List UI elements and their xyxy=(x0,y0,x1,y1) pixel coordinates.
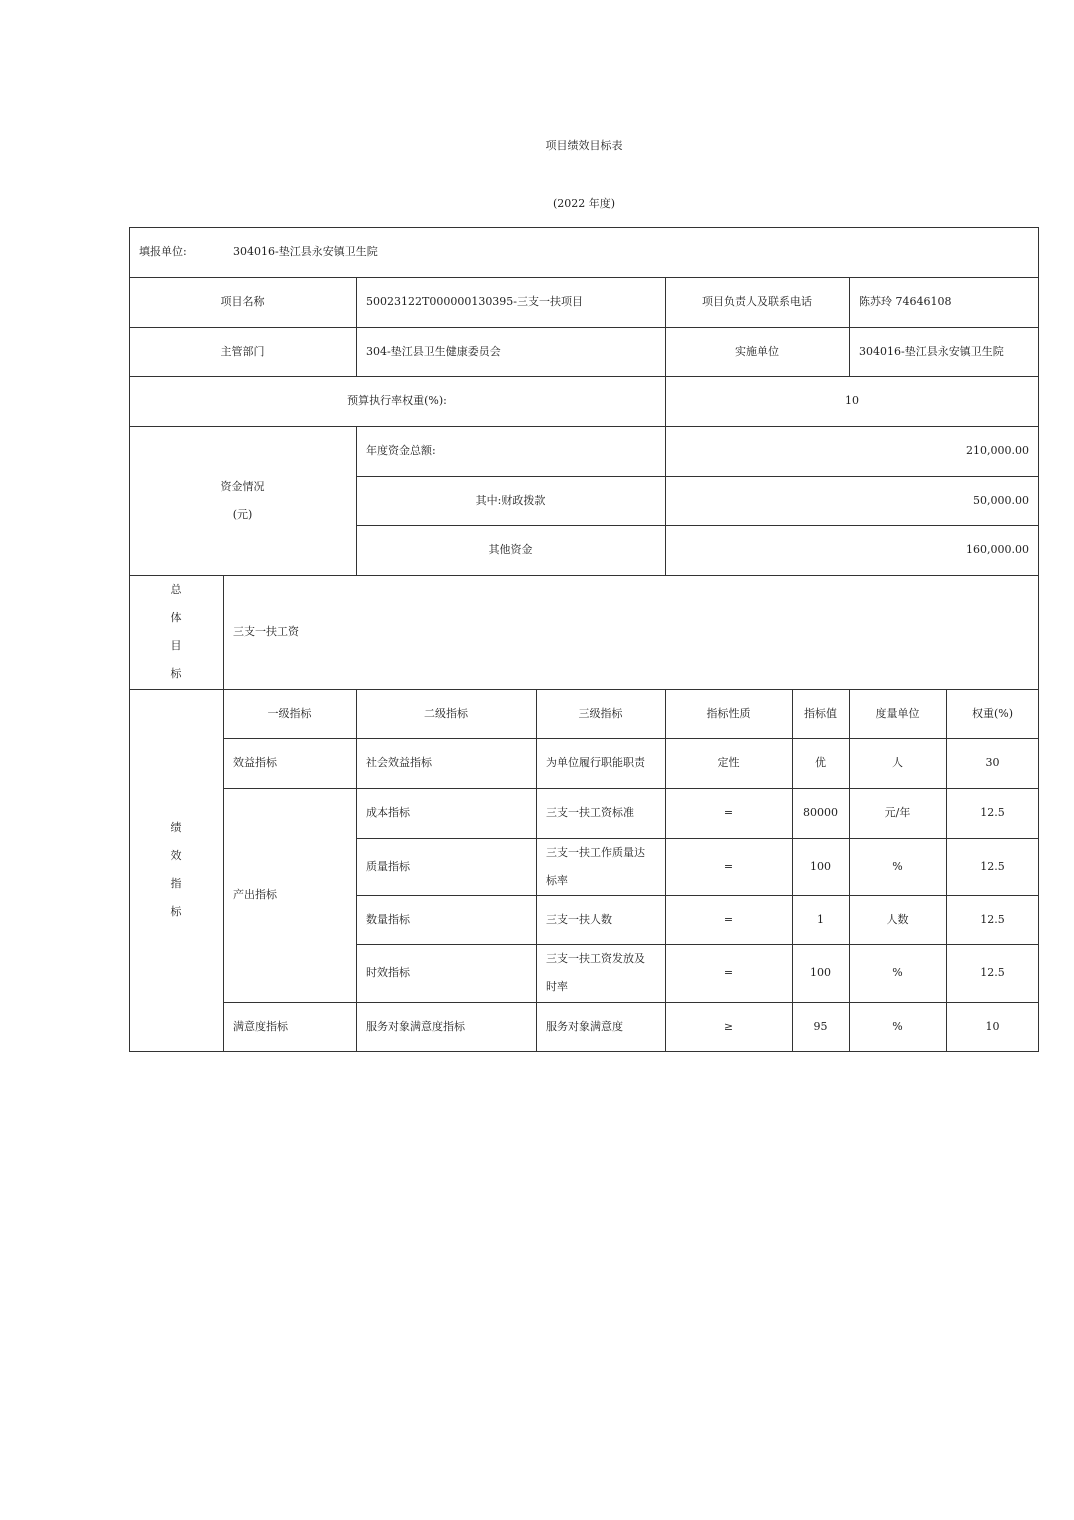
output-value: 100 xyxy=(810,966,831,979)
overall-goal-value: 三支一扶工资 xyxy=(233,625,299,638)
header-level3: 三级指标 xyxy=(578,706,623,720)
output-nature: = xyxy=(723,912,734,926)
performance-label-char: 标 xyxy=(170,905,182,918)
fill-unit-label: 填报单位: xyxy=(139,245,187,258)
output-level3: 三支一扶工作质量达标率 xyxy=(546,845,645,887)
department-value: 304-垫江县卫生健康委员会 xyxy=(366,344,501,358)
output-weight: 12.5 xyxy=(980,912,1005,926)
funds-label: 资金情况 xyxy=(220,479,265,493)
output-weight: 12.5 xyxy=(980,859,1005,873)
output-unit: % xyxy=(892,859,903,873)
funds-fiscal-value: 50,000.00 xyxy=(973,493,1029,507)
output-level3: 三支一扶工资发放及时率 xyxy=(546,952,645,993)
funds-unit: (元) xyxy=(232,507,253,521)
overall-goal-char: 标 xyxy=(170,667,182,680)
table-border-bottom xyxy=(129,1051,1039,1052)
benefit-nature: 定性 xyxy=(717,756,740,769)
project-name-label: 项目名称 xyxy=(220,295,265,308)
satisfaction-nature: ≥ xyxy=(723,1019,734,1033)
header-unit: 度量单位 xyxy=(875,706,920,720)
output-value: 100 xyxy=(810,859,831,873)
performance-goal-table xyxy=(129,227,1039,1052)
output-level2: 数量指标 xyxy=(366,912,410,926)
satisfaction-level1: 满意度指标 xyxy=(233,1019,288,1033)
funds-total-value: 210,000.00 xyxy=(966,444,1029,457)
header-value: 指标值 xyxy=(804,706,837,720)
project-name-value: 50023122T000000130395-三支一扶项目 xyxy=(366,295,584,308)
funds-other-value: 160,000.00 xyxy=(966,543,1029,556)
output-nature: = xyxy=(723,806,734,819)
satisfaction-level2: 服务对象满意度指标 xyxy=(366,1019,465,1033)
performance-label-char: 绩 xyxy=(170,821,182,834)
header-level1: 一级指标 xyxy=(267,706,312,720)
budget-weight-value: 10 xyxy=(845,394,859,407)
overall-goal-char: 总 xyxy=(170,583,182,596)
performance-label-char: 效 xyxy=(170,849,182,862)
benefit-level1: 效益指标 xyxy=(233,756,277,769)
header-weight: 权重(%) xyxy=(971,706,1014,720)
output-weight: 12.5 xyxy=(980,966,1005,979)
overall-goal-char: 体 xyxy=(170,611,182,624)
output-weight: 12.5 xyxy=(980,806,1005,819)
funds-fiscal-label: 其中:财政拨款 xyxy=(475,493,546,507)
implementing-unit-value: 304016-垫江县永安镇卫生院 xyxy=(859,344,1004,358)
performance-label-char: 指 xyxy=(170,877,182,890)
benefit-weight: 30 xyxy=(985,756,1000,769)
budget-weight-label: 预算执行率权重(%): xyxy=(347,394,447,407)
overall-goal-char: 目 xyxy=(170,639,182,652)
overall-goal-label xyxy=(129,575,223,689)
output-level2: 成本指标 xyxy=(366,806,410,819)
implementing-unit-label: 实施单位 xyxy=(735,344,779,358)
output-nature: = xyxy=(723,966,734,979)
output-level2: 时效指标 xyxy=(366,966,410,979)
output-value: 1 xyxy=(817,912,824,926)
output-level1: 产出指标 xyxy=(233,888,277,901)
output-value: 80000 xyxy=(803,806,838,819)
output-unit: 元/年 xyxy=(884,806,911,819)
project-contact-label: 项目负责人及联系电话 xyxy=(702,295,812,308)
output-level3: 三支一扶工资标准 xyxy=(546,806,634,819)
output-level3: 三支一扶人数 xyxy=(546,912,612,926)
output-unit: 人数 xyxy=(886,912,909,926)
funds-label-group xyxy=(129,426,356,575)
header-level2: 二级指标 xyxy=(424,706,468,720)
benefit-level3: 为单位履行职能职责 xyxy=(546,756,645,769)
satisfaction-level3: 服务对象满意度 xyxy=(546,1019,623,1033)
funds-total-label: 年度资金总额: xyxy=(366,444,436,457)
output-nature: = xyxy=(723,859,734,873)
page-title: 项目绩效目标表 xyxy=(545,139,623,152)
department-label: 主管部门 xyxy=(220,344,265,358)
fill-unit-value: 304016-垫江县永安镇卫生院 xyxy=(233,245,378,258)
performance-label xyxy=(129,689,223,1051)
report-year: (2022 年度) xyxy=(552,197,616,210)
benefit-unit: 人 xyxy=(892,756,903,769)
benefit-level2: 社会效益指标 xyxy=(366,756,432,769)
satisfaction-weight: 10 xyxy=(985,1019,1000,1033)
header-nature: 指标性质 xyxy=(706,706,751,720)
benefit-value: 优 xyxy=(815,756,826,769)
project-contact-value: 陈苏玲 74646108 xyxy=(859,295,952,308)
output-level2: 质量指标 xyxy=(366,859,410,873)
output-unit: % xyxy=(892,966,903,979)
funds-other-label: 其他资金 xyxy=(488,543,533,556)
satisfaction-unit: % xyxy=(892,1019,903,1033)
satisfaction-value: 95 xyxy=(813,1019,828,1033)
